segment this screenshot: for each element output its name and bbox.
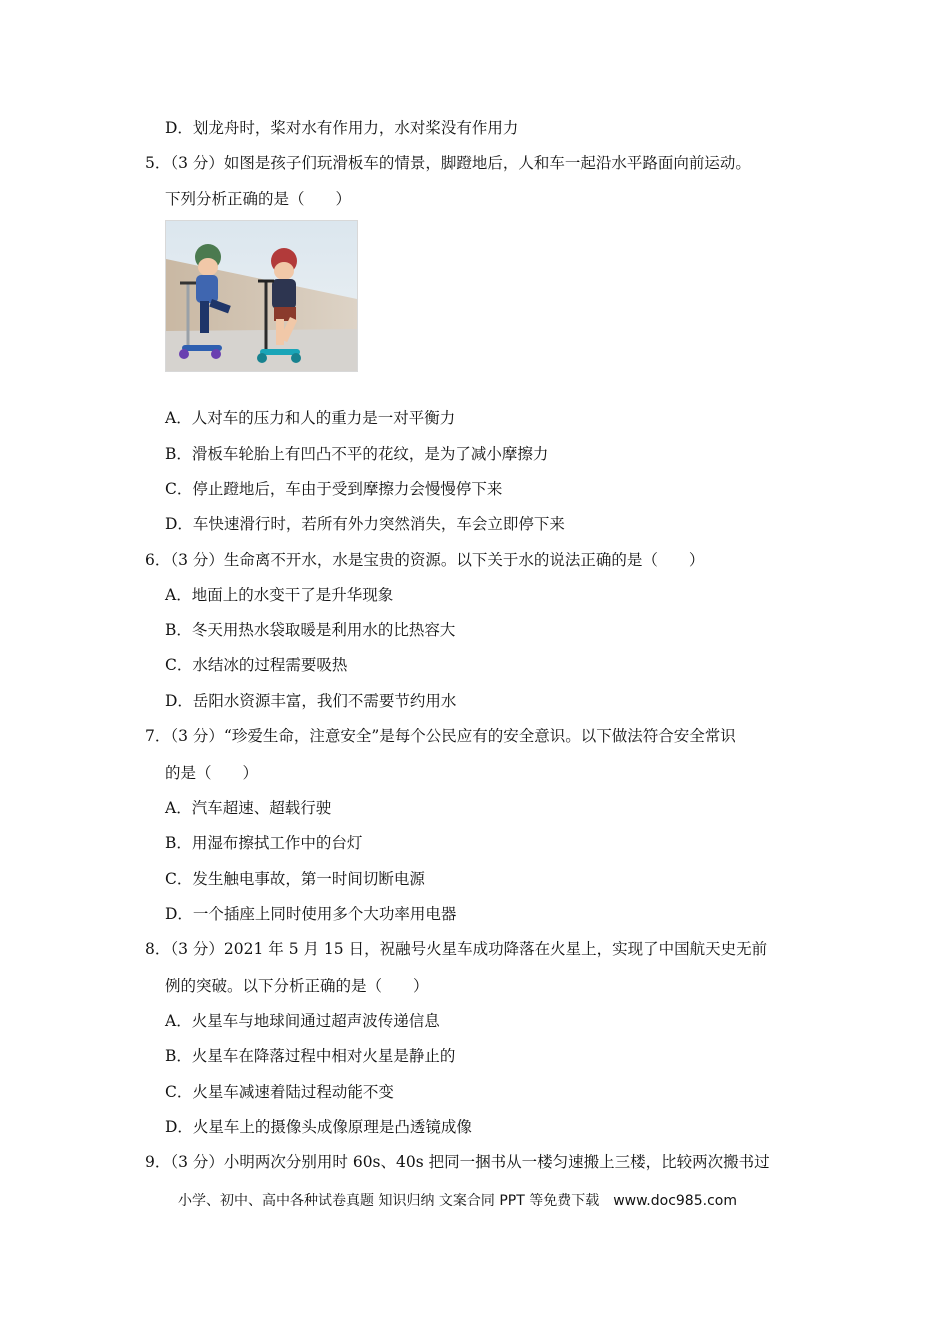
q5-option-b: B．滑板车轮胎上有凹凸不平的花纹，是为了减小摩擦力 [165, 445, 549, 463]
q6-option-a: A．地面上的水变干了是升华现象 [165, 586, 394, 604]
page-footer: 小学、初中、高中各种试卷真题 知识归纳 文案合同 PPT 等免费下载 www.doc985.com [178, 1193, 737, 1209]
q7-option-b: B．用湿布擦拭工作中的台灯 [165, 834, 363, 852]
q6-option-c: C．水结冰的过程需要吸热 [165, 656, 348, 674]
scooter-photo [165, 220, 358, 372]
q8-stem-line1: 8．（3 分）2021 年 5 月 15 日，祝融号火星车成功降落在火星上，实现了中国航天史无前 [145, 940, 768, 958]
q6-option-d: D．岳阳水资源丰富，我们不需要节约用水 [165, 692, 457, 710]
q5-stem-line2: 下列分析正确的是（ ） [165, 190, 352, 208]
q4-option-d: D．划龙舟时，桨对水有作用力，水对桨没有作用力 [165, 119, 519, 137]
q7-stem-line2: 的是（ ） [165, 764, 259, 782]
q5-option-c: C．停止蹬地后，车由于受到摩擦力会慢慢停下来 [165, 480, 503, 498]
q8-option-b: B．火星车在降落过程中相对火星是静止的 [165, 1047, 456, 1065]
q6-stem: 6．（3 分）生命离不开水，水是宝贵的资源。以下关于水的说法正确的是（ ） [145, 551, 705, 569]
q7-option-d: D．一个插座上同时使用多个大功率用电器 [165, 905, 457, 923]
scooter-photo-illustration [166, 221, 357, 371]
q7-option-c: C．发生触电事故，第一时间切断电源 [165, 870, 425, 888]
q8-option-d: D．火星车上的摄像头成像原理是凸透镜成像 [165, 1118, 472, 1136]
q8-option-a: A．火星车与地球间通过超声波传递信息 [165, 1012, 440, 1030]
q7-stem-line1: 7．（3 分）“珍爱生命，注意安全”是每个公民应有的安全意识。以下做法符合安全常识 [145, 727, 736, 745]
q9-stem-line1: 9．（3 分）小明两次分别用时 60s、40s 把同一捆书从一楼匀速搬上三楼，比较两次搬书过 [145, 1153, 770, 1171]
q7-option-a: A．汽车超速、超载行驶 [165, 799, 332, 817]
q5-option-d: D．车快速滑行时，若所有外力突然消失，车会立即停下来 [165, 515, 565, 533]
q5-option-a: A．人对车的压力和人的重力是一对平衡力 [165, 409, 456, 427]
q6-option-b: B．冬天用热水袋取暖是利用水的比热容大 [165, 621, 456, 639]
q8-stem-line2: 例的突破。以下分析正确的是（ ） [165, 977, 429, 995]
q8-option-c: C．火星车减速着陆过程动能不变 [165, 1083, 394, 1101]
q5-stem-line1: 5．（3 分）如图是孩子们玩滑板车的情景，脚蹬地后，人和车一起沿水平路面向前运动。 [145, 154, 751, 172]
